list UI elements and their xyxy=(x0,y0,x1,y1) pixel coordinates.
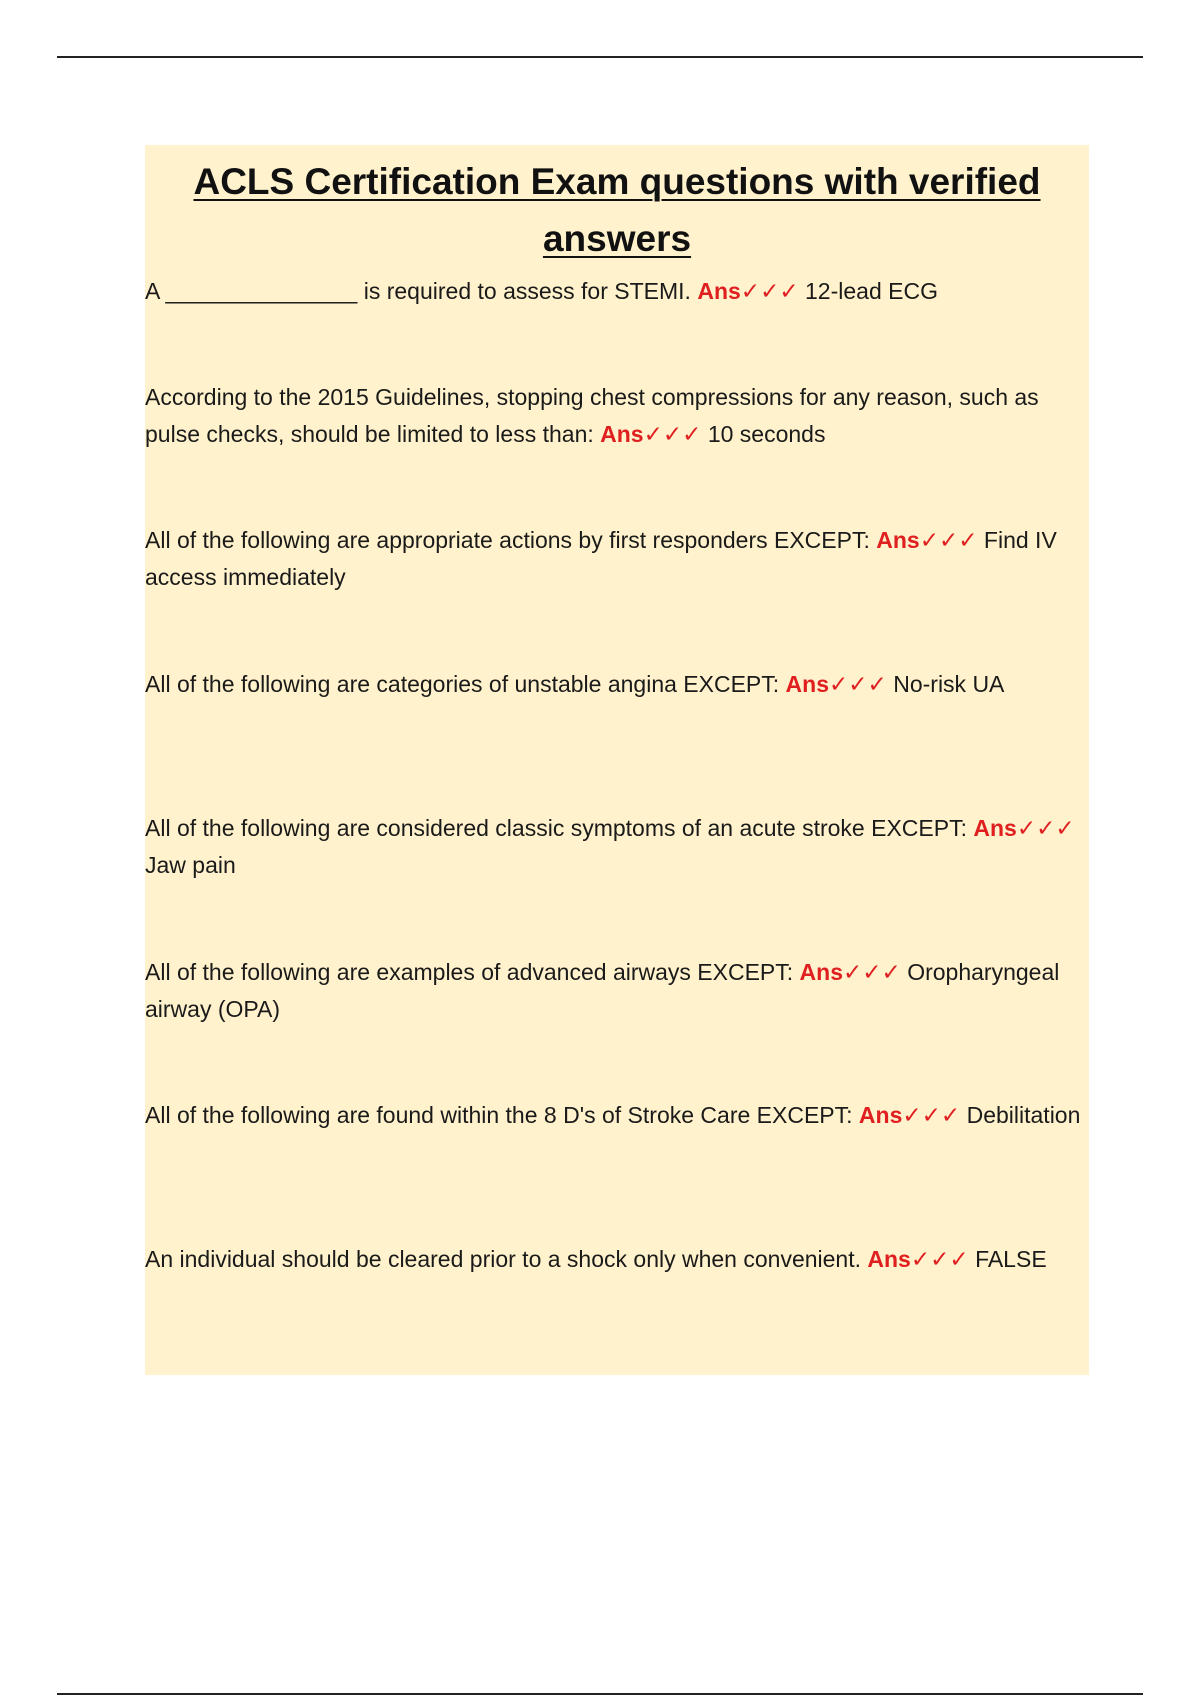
question-text: According to the 2015 Guidelines, stopping chest compressions for any reason, such as pulse checks, should be limited to less than: xyxy=(145,384,1039,447)
qa-item xyxy=(145,954,1089,1028)
qa-item xyxy=(145,810,1089,884)
check-marks-icon: ✓✓✓ xyxy=(829,671,887,697)
answer-marker: Ans xyxy=(973,815,1017,841)
qa-item xyxy=(145,1097,1089,1134)
question-text: All of the following are appropriate actions by first responders EXCEPT: xyxy=(145,527,870,553)
qa-item xyxy=(145,522,1089,596)
question-text: A _______________ is required to assess for STEMI. xyxy=(145,278,691,304)
page-header-rule xyxy=(57,56,1143,58)
qa-item xyxy=(145,666,1089,703)
answer-marker: Ans xyxy=(799,959,843,985)
check-marks-icon: ✓✓✓ xyxy=(643,421,702,447)
qa-item xyxy=(145,273,1089,310)
check-marks-icon: ✓✓✓ xyxy=(843,959,901,985)
answer-text: Oropharyngeal airway (OPA) xyxy=(145,959,1060,1022)
qa-item xyxy=(145,1241,1089,1278)
answer-text: No-risk UA xyxy=(893,671,1005,697)
answer-marker: Ans xyxy=(858,1102,903,1128)
answer-marker: Ans xyxy=(876,527,920,553)
answer-text: FALSE xyxy=(975,1246,1047,1272)
document-title: ACLS Certification Exam questions with verified answers xyxy=(193,161,1041,259)
question-text: All of the following are examples of advanced airways EXCEPT: xyxy=(145,959,794,985)
answer-marker: Ans xyxy=(867,1246,911,1272)
check-marks-icon: ✓✓✓ xyxy=(740,278,799,304)
qa-panel xyxy=(145,145,1089,1375)
check-marks-icon: ✓✓✓ xyxy=(910,1246,969,1272)
answer-marker: Ans xyxy=(785,671,829,697)
answer-text: Jaw pain xyxy=(145,852,236,878)
answer-text: Find IV access immediately xyxy=(145,527,1057,590)
answer-text: 10 seconds xyxy=(707,421,826,447)
answer-marker: Ans xyxy=(600,421,644,447)
check-marks-icon: ✓✓✓ xyxy=(902,1102,961,1128)
question-text: An individual should be cleared prior to a shock only when convenient. xyxy=(145,1246,861,1272)
check-marks-icon: ✓✓✓ xyxy=(919,527,978,553)
question-text: All of the following are found within the 8 D's of Stroke Care EXCEPT: xyxy=(145,1102,853,1128)
check-marks-icon: ✓✓✓ xyxy=(1016,815,1075,841)
answer-text: Debilitation xyxy=(966,1102,1081,1128)
answer-marker: Ans xyxy=(697,278,741,304)
question-text: All of the following are categories of unstable angina EXCEPT: xyxy=(145,671,780,697)
answer-text: 12-lead ECG xyxy=(805,278,938,304)
question-text: All of the following are considered classic symptoms of an acute stroke EXCEPT: xyxy=(145,815,967,841)
page-footer-rule xyxy=(57,1693,1143,1695)
qa-item xyxy=(145,379,1089,453)
